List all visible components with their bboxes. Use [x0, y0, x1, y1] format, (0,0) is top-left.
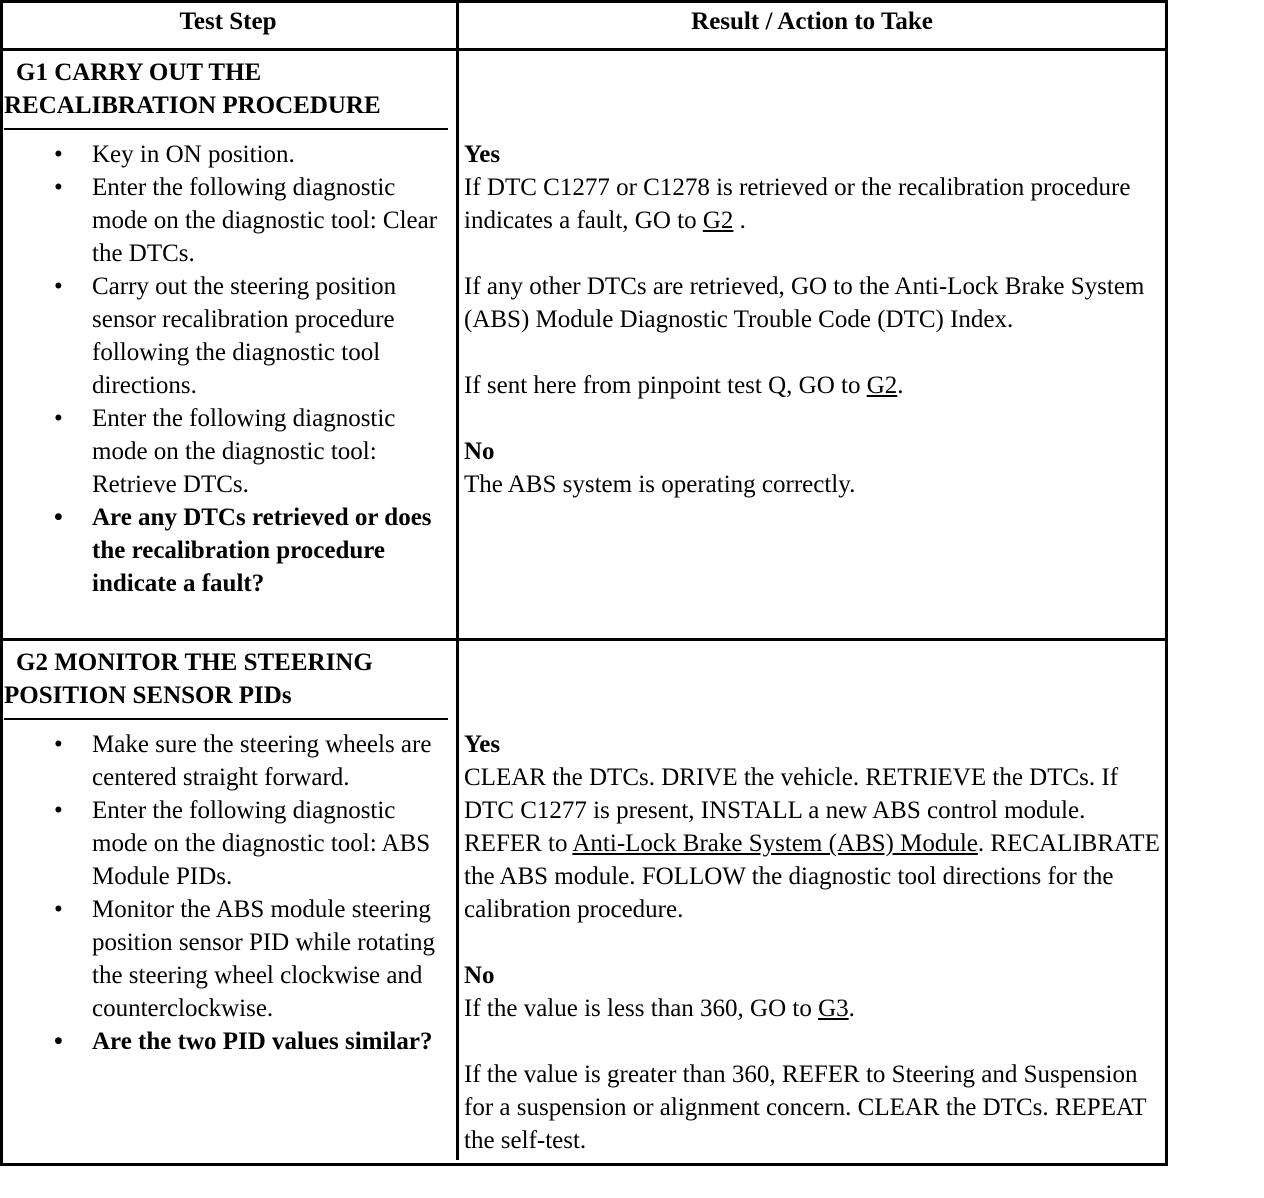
g1-title-underline	[4, 128, 448, 130]
g2-yes-text-b: . RECALIBRATE the ABS module. FOLLOW the diagnostic tool directions for the calibration procedure.	[464, 830, 1160, 923]
g2-link-g3[interactable]: G3	[818, 995, 849, 1022]
g1-yes-label: Yes	[464, 141, 501, 168]
g1-step-4: • Enter the following diagnostic mode on the diagnostic tool: Retrieve DTCs.	[4, 402, 450, 501]
g1-step-3: • Carry out the steering position sensor recalibration procedure following the diagnostic tool directions.	[4, 270, 450, 402]
g2-step-1: • Make sure the steering wheels are centered straight forward.	[4, 728, 450, 794]
g1-step-2: • Enter the following diagnostic mode on the diagnostic tool: Clear the DTCs.	[4, 171, 450, 270]
g2-step-list	[4, 728, 450, 1058]
g1-yes-text-2: If any other DTCs are retrieved, GO to the Anti-Lock Brake System (ABS) Module Diagnostic Trouble Code (DTC) Index.	[464, 273, 1145, 333]
g2-link-abs-module[interactable]: Anti-Lock Brake System (ABS) Module	[572, 830, 978, 857]
g2-step-2: • Enter the following diagnostic mode on the diagnostic tool: ABS Module PIDs.	[4, 794, 450, 893]
g2-result	[464, 728, 1164, 1157]
g2-step-3: • Monitor the ABS module steering position sensor PID while rotating the steering wheel clockwise and counterclockwise.	[4, 893, 450, 1025]
g2-yes-text-a: CLEAR the DTCs. DRIVE the vehicle. RETRIEVE the DTCs. If DTC C1277 is present, INSTALL a new ABS control module. REFER to	[464, 764, 1119, 857]
g1-link-g2-pinpoint[interactable]: G2	[866, 372, 898, 399]
g1-step-1: • Key in ON position.	[4, 138, 450, 171]
g1-no-text: The ABS system is operating correctly.	[464, 471, 856, 498]
g2-title-underline	[4, 718, 448, 720]
g2-title-line1: G2 MONITOR THE STEERING	[16, 649, 373, 676]
g1-yes-text-1-end: .	[733, 207, 746, 234]
g2-no-text-1-end: .	[848, 995, 855, 1022]
header-test-step: Test Step	[179, 8, 277, 35]
g1-yes-text-3: If sent here from pinpoint test Q, GO to	[464, 372, 861, 399]
g2-no-text-2: If the value is greater than 360, REFER to Steering and Suspension for a suspension or alignment concern. CLEAR the DTCs. REPEAT the self-test.	[464, 1061, 1147, 1154]
g2-title-line2: POSITION SENSOR PIDs	[4, 682, 292, 709]
g2-yes-label: Yes	[464, 731, 501, 758]
row-divider	[0, 638, 1168, 641]
header-result: Result / Action to Take	[691, 8, 933, 35]
g1-link-g2[interactable]: G2	[702, 207, 734, 234]
g1-yes-text-1: If DTC C1277 or C1278 is retrieved or the recalibration procedure indicates a fault, GO to	[464, 174, 1131, 234]
g1-step-list	[4, 138, 450, 600]
column-divider	[456, 0, 459, 1160]
g1-title-line2: RECALIBRATION PROCEDURE	[4, 92, 381, 119]
g1-result	[464, 138, 1164, 501]
g1-title-line1: G1 CARRY OUT THE	[16, 59, 262, 86]
g1-title	[4, 56, 450, 122]
g2-question: • Are the two PID values similar?	[4, 1025, 450, 1058]
g1-question: • Are any DTCs retrieved or does the recalibration procedure indicate a fault?	[4, 501, 450, 600]
g2-no-label: No	[464, 962, 495, 989]
g2-no-text-1: If the value is less than 360, GO to	[464, 995, 812, 1022]
g1-yes-text-3-end: .	[897, 372, 904, 399]
header-divider	[0, 48, 1168, 51]
g2-title	[4, 646, 450, 712]
g1-no-label: No	[464, 438, 495, 465]
